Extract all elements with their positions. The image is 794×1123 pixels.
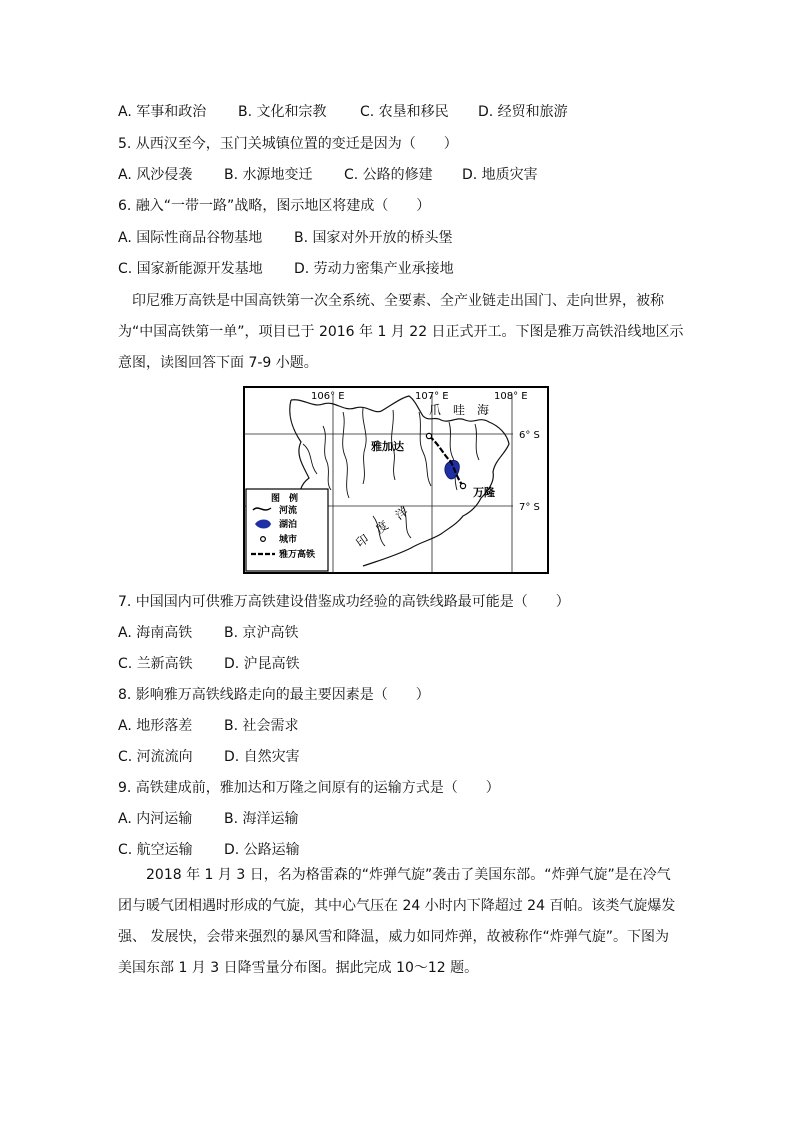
q6-stem: 6. 融入“一带一路”战略，图示地区将建成（ ） xyxy=(118,198,431,214)
legend-river-label: 河流 xyxy=(279,506,298,516)
map-legend xyxy=(246,489,328,571)
legend-lake-label: 湖泊 xyxy=(279,520,298,530)
q8-stem: 8. 影响雅万高铁线路走向的最主要因素是（ ） xyxy=(118,687,430,703)
q7-options-row1 xyxy=(118,623,299,643)
jakarta-city-dot xyxy=(426,433,431,438)
q7-option-c: C. 兰新高铁 xyxy=(118,656,193,672)
q9-option-c: C. 航空运输 xyxy=(118,842,193,858)
q5-stem: 5. 从西汉至今，玉门关城镇位置的变迁是因为（ ） xyxy=(118,136,458,152)
q7-option-b: B. 京沪高铁 xyxy=(224,625,299,641)
q6-option-b: B. 国家对外开放的桥头堡 xyxy=(294,230,453,246)
q4-option-a: A. 军事和政治 xyxy=(118,104,207,120)
q6-option-a: A. 国际性商品谷物基地 xyxy=(118,230,263,246)
intro1-line3: 意图，读图回答下面 7-9 小题。 xyxy=(118,355,318,371)
q8-options-row1 xyxy=(118,716,299,736)
lon-label-106: 106° E xyxy=(311,391,345,402)
q4-options xyxy=(118,102,568,122)
q4-option-c: C. 农垦和移民 xyxy=(360,104,449,120)
q8-options-row2 xyxy=(118,747,300,767)
q6-option-c: C. 国家新能源开发基地 xyxy=(118,261,263,277)
q8-option-d: D. 自然灾害 xyxy=(224,749,300,765)
q8-option-b: B. 社会需求 xyxy=(224,718,299,734)
q5-option-b: B. 水源地变迁 xyxy=(224,167,313,183)
q5-option-d: D. 地质灾害 xyxy=(462,167,538,183)
q7-stem: 7. 中国国内可供雅万高铁建设借鉴成功经验的高铁线路最可能是（ ） xyxy=(118,594,570,610)
q9-options-row1 xyxy=(118,809,299,829)
q6-options-row1 xyxy=(118,228,453,248)
q5-option-a: A. 风沙侵袭 xyxy=(118,167,193,183)
bandung-label: 万隆 xyxy=(473,486,495,499)
q9-option-d: D. 公路运输 xyxy=(224,842,300,858)
q9-stem: 9. 高铁建成前，雅加达和万隆之间原有的运输方式是（ ） xyxy=(118,780,500,796)
lat-label-6s: 6° S xyxy=(519,430,540,441)
java-railway-map xyxy=(243,386,549,574)
jakarta-label: 雅加达 xyxy=(371,440,404,453)
intro1-line2: 为“中国高铁第一单”，项目已于 2016 年 1 月 22 日正式开工。下图是雅万高铁沿线地区示 xyxy=(118,324,684,340)
q7-option-a: A. 海南高铁 xyxy=(118,625,193,641)
q9-option-b: B. 海洋运输 xyxy=(224,811,299,827)
q4-option-b: B. 文化和宗教 xyxy=(238,104,327,120)
q7-options-row2 xyxy=(118,654,300,674)
legend-title: 图 例 xyxy=(271,494,299,504)
bandung-city-dot xyxy=(460,483,465,488)
q7-option-d: D. 沪昆高铁 xyxy=(224,656,300,672)
intro2-paragraph: 2018 年 1 月 3 日，名为格雷森的“炸弹气旋”袭击了美国东部。“炸弹气旋”是在冷气团与暖气团相遇时形成的气旋，其中心气压在 24 小时内下降超过 24 百帕。该类气旋爆发强、 发展快，会带来强烈的暴风雪和降温，威力如同炸弹，故被称作“炸弹气旋”。下图为美国东部 1 月 3 日降雪量分布图。据此完成 10～12 题。 xyxy=(118,867,676,976)
legend-city-icon xyxy=(261,537,266,542)
indian-ocean-label: 印 度 洋 xyxy=(353,504,411,551)
q8-option-c: C. 河流流向 xyxy=(118,749,193,765)
q8-option-a: A. 地形落差 xyxy=(118,718,193,734)
legend-rail-label: 雅万高铁 xyxy=(279,550,316,560)
q9-option-a: A. 内河运输 xyxy=(118,811,193,827)
legend-city-label: 城市 xyxy=(279,535,298,545)
q9-options-row2 xyxy=(118,840,300,860)
lon-label-107: 107° E xyxy=(415,391,449,402)
q5-option-c: C. 公路的修建 xyxy=(344,167,433,183)
lat-label-7s: 7° S xyxy=(519,502,540,513)
java-sea-label: 爪 哇 海 xyxy=(429,403,490,417)
intro1-line1: 印尼雅万高铁是中国高铁第一次全系统、全要素、全产业链走出国门、走向世界，被称 xyxy=(118,293,664,309)
q4-option-d: D. 经贸和旅游 xyxy=(478,104,568,120)
q5-options xyxy=(118,165,538,185)
q6-options-row2 xyxy=(118,259,454,279)
lon-label-108: 108° E xyxy=(494,391,528,402)
q6-option-d: D. 劳动力密集产业承接地 xyxy=(294,261,454,277)
